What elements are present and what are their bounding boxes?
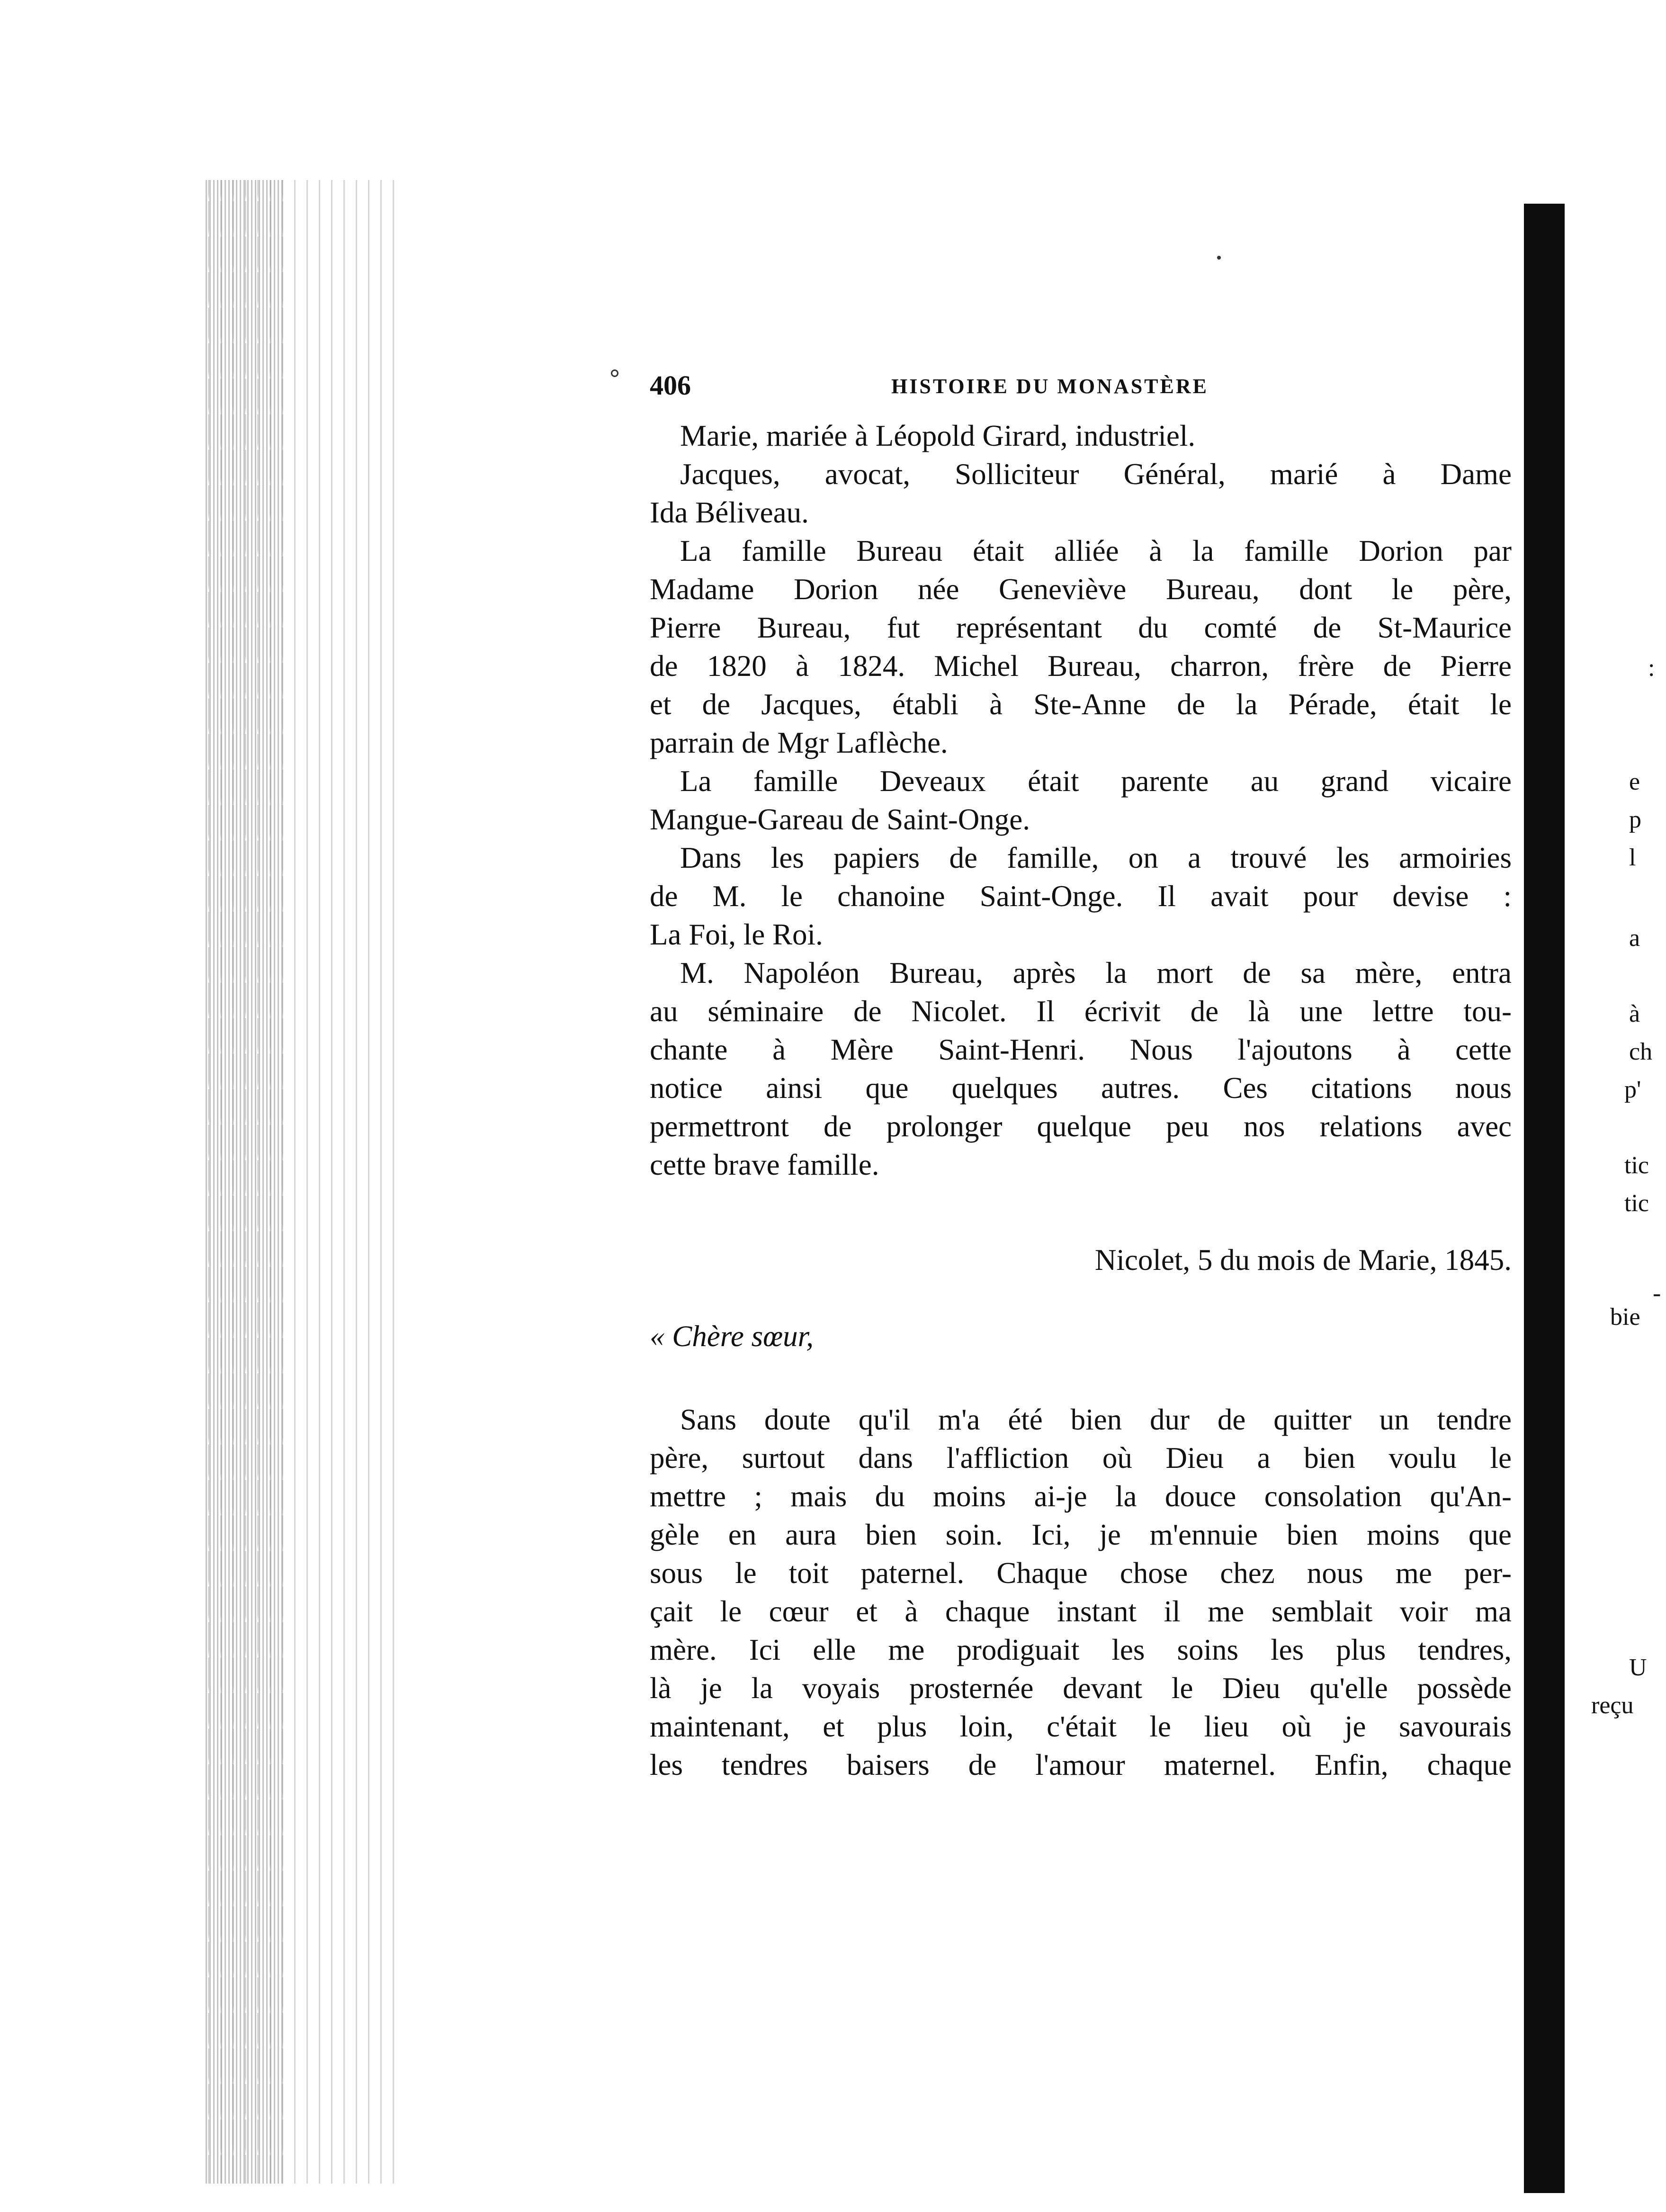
fragment: l [1629,844,1636,871]
text-line: de 1820 à 1824. Michel Bureau, charron, frère de Pierre [650,649,1512,683]
text-line: maintenant, et plus loin, c'était le lieu où je savourais [650,1710,1512,1743]
scanned-left-page-edge [204,180,403,2184]
running-head [650,369,1512,417]
fragment: ch [1629,1038,1653,1065]
fragment: a [1629,925,1640,952]
book-spine-shadow [1524,204,1565,2193]
text-line: cette brave famille. [650,1148,879,1181]
text-line: et de Jacques, établi à Ste-Anne de la Pérade, était le [650,688,1512,721]
book-page [650,369,1512,1784]
letter-dateline: Nicolet, 5 du mois de Marie, 1845. [1094,1243,1512,1277]
fragment: e [1629,768,1640,795]
scan-speck [611,369,618,377]
paragraph [650,532,1512,762]
text-line: Ida Béliveau. [650,496,809,529]
text-line: gèle en aura bien soin. Ici, je m'ennuie bien moins que [650,1518,1512,1551]
text-line: père, surtout dans l'affliction où Dieu a bien voulu le [650,1441,1512,1475]
text-line: Pierre Bureau, fut représentant du comté de St-Maurice [650,611,1512,644]
paragraph [650,455,1512,532]
text-line: Madame Dorion née Geneviève Bureau, dont le père, [650,573,1512,606]
fragment: à [1629,1000,1640,1027]
text-line: au séminaire de Nicolet. Il écrivit de là une lettre tou- [650,995,1512,1028]
text-line: les tendres baisers de l'amour maternel. Enfin, chaque [650,1748,1512,1781]
letter-body [650,1401,1512,1784]
paragraph [650,1401,1512,1784]
text-line: La famille Deveaux était parente au grand vicaire [680,764,1512,798]
page-number: 406 [650,370,691,401]
paragraph [650,839,1512,954]
fragment: p' [1624,1076,1641,1103]
text-line: de M. le chanoine Saint-Onge. Il avait pour devise : [650,880,1512,913]
body-text [650,417,1512,1184]
paragraph [650,417,1512,455]
fragment: : [1648,655,1655,682]
text-line: M. Napoléon Bureau, après la mort de sa mère, entra [680,956,1512,989]
text-line: Sans doute qu'il m'a été bien dur de quitter un tendre [680,1403,1512,1436]
text-line: Mangue-Gareau de Saint-Onge. [650,803,1030,836]
text-line: Marie, mariée à Léopold Girard, industriel. [680,419,1196,452]
text-line: mère. Ici elle me prodiguait les soins les plus tendres, [650,1633,1512,1666]
text-line: notice ainsi que quelques autres. Ces citations nous [650,1071,1512,1105]
scan-speck [1217,256,1221,260]
fragment: - [1653,1280,1661,1307]
text-line: Dans les papiers de famille, on a trouvé les armoiries [680,841,1512,874]
text-line: parrain de Mgr Laflèche. [650,726,948,759]
text-line: sous le toit paternel. Chaque chose chez nous me per- [650,1556,1512,1590]
text-line: mettre ; mais du moins ai-je la douce consolation qu'An- [650,1480,1512,1513]
fragment: bie [1610,1304,1640,1331]
text-line: permettront de prolonger quelque peu nos relations avec [650,1110,1512,1143]
text-line: là je la voyais prosternée devant le Dieu qu'elle possède [650,1672,1512,1705]
fragment: reçu [1591,1692,1634,1719]
letter-salutation: « Chère sœur, [650,1320,814,1353]
paragraph [650,762,1512,839]
text-line: La Foi, le Roi. [650,918,823,951]
text-line: çait le cœur et à chaque instant il me semblait voir ma [650,1595,1512,1628]
paragraph [650,954,1512,1184]
fragment: tic [1624,1190,1649,1217]
adjacent-page-fragment [1586,0,1666,2212]
fragment: U [1629,1654,1647,1681]
fragment: tic [1624,1152,1649,1179]
text-line: La famille Bureau était alliée à la famille Dorion par [680,534,1512,567]
text-line: chante à Mère Saint-Henri. Nous l'ajoutons à cette [650,1033,1512,1066]
text-line: Jacques, avocat, Solliciteur Général, marié à Dame [680,458,1512,491]
fragment: p [1629,806,1641,833]
running-title: HISTOIRE DU MONASTÈRE [891,375,1209,398]
